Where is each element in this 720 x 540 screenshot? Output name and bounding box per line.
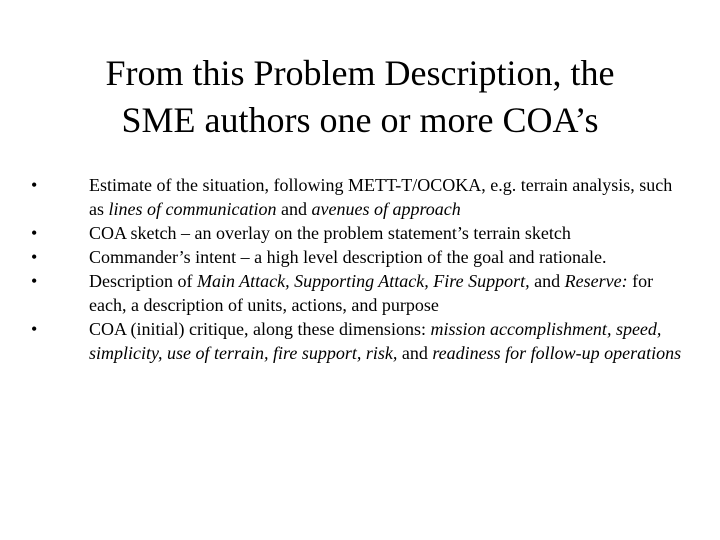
bullet-item-description xyxy=(28,269,688,317)
bullet-italic-text: Reserve: xyxy=(564,271,628,291)
bullet-text: and xyxy=(276,199,312,219)
bullet-item-critique xyxy=(28,317,688,365)
title-line-1: From this Problem Description, the xyxy=(105,53,615,93)
bullet-item-estimate xyxy=(28,173,688,221)
bullet-italic-text: mission accomplishment, speed, simplicity, use of terrain, fire support, risk, xyxy=(89,319,662,363)
bullet-icon: • xyxy=(31,247,38,267)
bullet-icon: • xyxy=(31,271,38,291)
bullet-text: for each, a description of units, actions, and purpose xyxy=(89,271,654,315)
bullet-icon: • xyxy=(31,319,38,339)
bullet-icon: • xyxy=(31,223,38,243)
bullet-list xyxy=(28,173,688,365)
bullet-italic-text: avenues of approach xyxy=(311,199,461,219)
bullet-italic-text: readiness for follow-up operations xyxy=(432,343,682,363)
bullet-text: and xyxy=(529,271,565,291)
bullet-italic-text: lines of communication xyxy=(108,199,277,219)
bullet-item-coa-sketch xyxy=(28,221,688,245)
bullet-item-commanders-intent xyxy=(28,245,688,269)
slide-title xyxy=(40,50,680,144)
bullet-italic-text: Main Attack, Supporting Attack, Fire Support, xyxy=(196,271,530,291)
bullet-text: Estimate of the situation, following METT-T/OCOKA, e.g. terrain analysis, such as xyxy=(89,175,673,219)
bullet-text: Description of xyxy=(89,271,197,291)
bullet-text: Commander’s intent – a high level description of the goal and rationale. xyxy=(89,247,607,267)
bullet-text: COA sketch – an overlay on the problem statement’s terrain sketch xyxy=(89,223,571,243)
bullet-icon: • xyxy=(31,175,38,195)
title-line-2: SME authors one or more COA’s xyxy=(121,100,599,140)
bullet-text: COA (initial) critique, along these dimensions: xyxy=(89,319,431,339)
bullet-text: and xyxy=(397,343,433,363)
